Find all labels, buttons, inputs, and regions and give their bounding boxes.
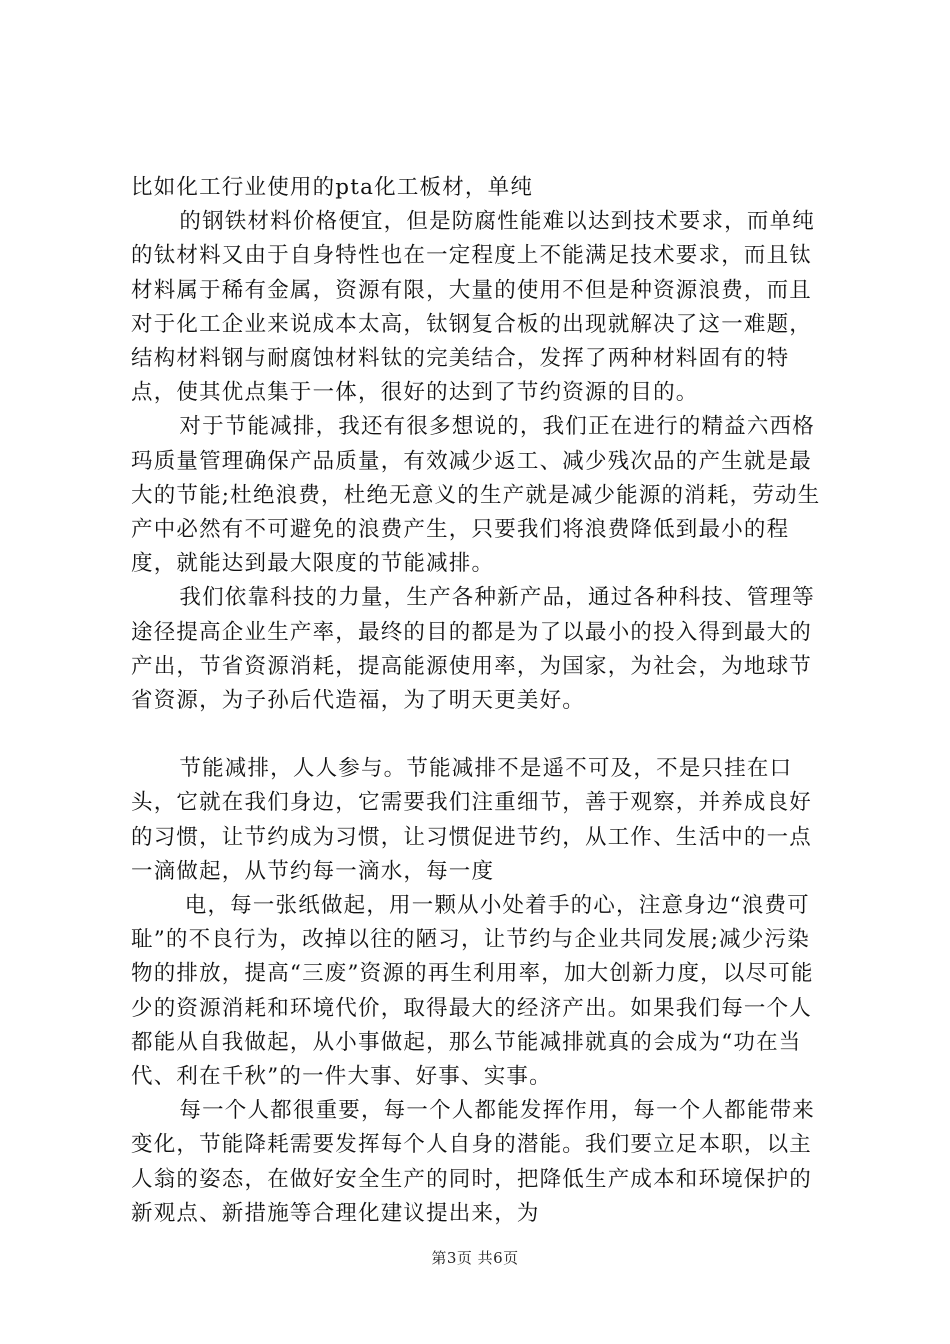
paragraph-4: 我们依靠科技的力量，生产各种新产品，通过各种科技、管理等途径提高企业生产率，最终的目的都是为了以最小的投入得到最大的产出，节省资源消耗，提高能源使用率，为国家，为社会，为地球节省资源，为子孙后代造福，为了明天更美好。	[131, 585, 815, 714]
paragraph-5: 节能减排，人人参与。节能减排不是遥不可及，不是只挂在口头，它就在我们身边，它需要我们注重细节，善于观察，并养成良好的习惯，让节约成为习惯，让习惯促进节约，从工作、生活中的一点一滴做起，从节约每一滴水，每一度	[131, 756, 813, 884]
document-body	[131, 171, 831, 1231]
paragraph-3: 对于节能减排，我还有很多想说的，我们正在进行的精益六西格玛质量管理确保产品质量，有效减少返工、减少残次品的产生就是最大的节能;杜绝浪费，杜绝无意义的生产就是减少能源的消耗，劳动生产中必然有不可避免的浪费产生，只要我们将浪费降低到最小的程度，就能达到最大限度的节能减排。	[131, 414, 821, 577]
paragraph-7: 每一个人都很重要，每一个人都能发挥作用，每一个人都能带来变化，节能降耗需要发挥每个人自身的潜能。我们要立足本职，以主人翁的姿态，在做好安全生产的同时，把降低生产成本和环境保护的新观点、新措施等合理化建议提出来，为	[131, 1098, 815, 1226]
page-footer: 第3页 共6页	[431, 1249, 519, 1267]
paragraph-6: 电，每一张纸做起，用一颗从小处着手的心，注意身边“浪费可耻”的不良行为，改掉以往的陋习，让节约与企业共同发展;减少污染物的排放，提高“三废”资源的再生利用率，加大创新力度，以尽可能少的资源消耗和环境代价，取得最大的经济产出。如果我们每一个人都能从自我做起，从小事做起，那么节能减排就真的会成为“功在当代、利在千秋”的一件大事、好事、实事。	[131, 893, 814, 1090]
paragraph-2: 的钢铁材料价格便宜，但是防腐性能难以达到技术要求，而单纯的钛材料又由于自身特性也在一定程度上不能满足技术要求，而且钛材料属于稀有金属，资源有限，大量的使用不但是种资源浪费，而且对于化工企业来说成本太高，钛钢复合板的出现就解决了这一难题，结构材料钢与耐腐蚀材料钛的完美结合，发挥了两种材料固有的特点，使其优点集于一体，很好的达到了节约资源的目的。	[131, 209, 815, 406]
paragraph-1: 比如化工行业使用的pta化工板材，单纯	[131, 175, 534, 200]
